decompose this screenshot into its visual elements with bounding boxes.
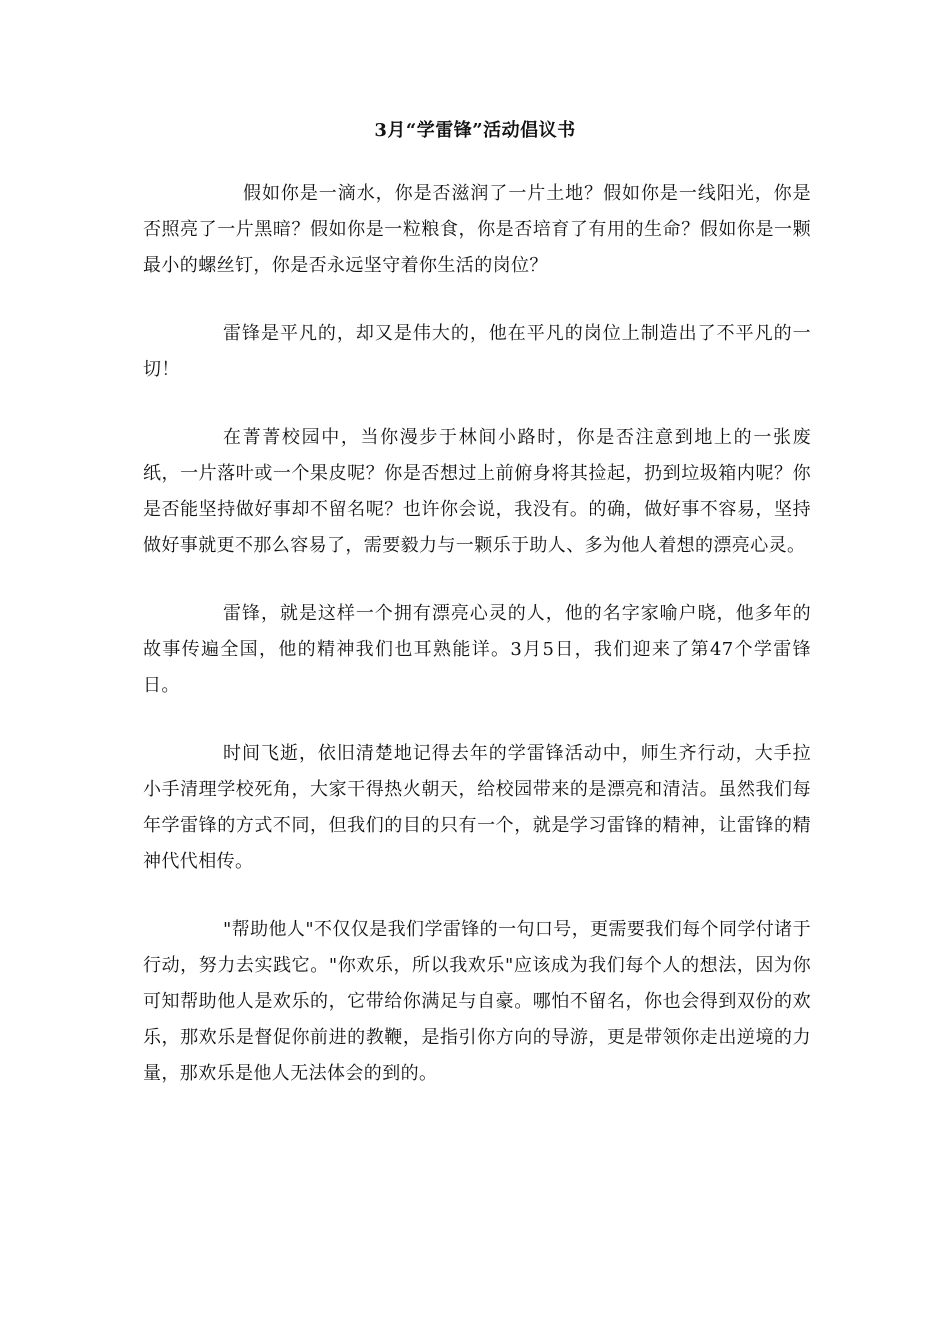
document-title: 3月“学雷锋”活动倡议书 — [374, 120, 576, 141]
paragraph-1: 假如你是一滴水，你是否滋润了一片土地？假如你是一线阳光，你是否照亮了一片黑暗？假如你是一粒粮食，你是否培育了有用的生命？假如你是一颗最小的螺丝钉，你是否永远坚守着你生活的岗位？ — [143, 183, 811, 276]
paragraph-2: 雷锋是平凡的，却又是伟大的，他在平凡的岗位上制造出了不平凡的一切！ — [143, 323, 811, 380]
paragraph-4: 雷锋，就是这样一个拥有漂亮心灵的人，他的名字家喻户晓，他多年的故事传遍全国，他的精神我们也耳熟能详。3月5日，我们迎来了第47个学雷锋日。 — [143, 603, 811, 696]
paragraph-3: 在菁菁校园中，当你漫步于林间小路时，你是否注意到地上的一张废纸，一片落叶或一个果皮呢？你是否想过上前俯身将其捡起，扔到垃圾箱内呢？你是否能坚持做好事却不留名呢？也许你会说，我没有。的确，做好事不容易，坚持做好事就更不那么容易了，需要毅力与一颗乐于助人、多为他人着想的漂亮心灵。 — [143, 427, 811, 556]
paragraph-6: "帮助他人"不仅仅是我们学雷锋的一句口号，更需要我们每个同学付诸于行动，努力去实践它。"你欢乐，所以我欢乐"应该成为我们每个人的想法，因为你可知帮助他人是欢乐的，它带给你满足与自豪。哪怕不留名，你也会得到双份的欢乐，那欢乐是督促你前进的教鞭，是指引你方向的导游，更是带领你走出逆境的力量，那欢乐是他人无法体会的到的。 — [143, 919, 811, 1084]
document-body — [143, 176, 811, 1124]
paragraph-5: 时间飞逝，依旧清楚地记得去年的学雷锋活动中，师生齐行动，大手拉小手清理学校死角，大家干得热火朝天，给校园带来的是漂亮和清洁。虽然我们每年学雷锋的方式不同，但我们的目的只有一个，就是学习雷锋的精神，让雷锋的精神代代相传。 — [143, 743, 811, 872]
